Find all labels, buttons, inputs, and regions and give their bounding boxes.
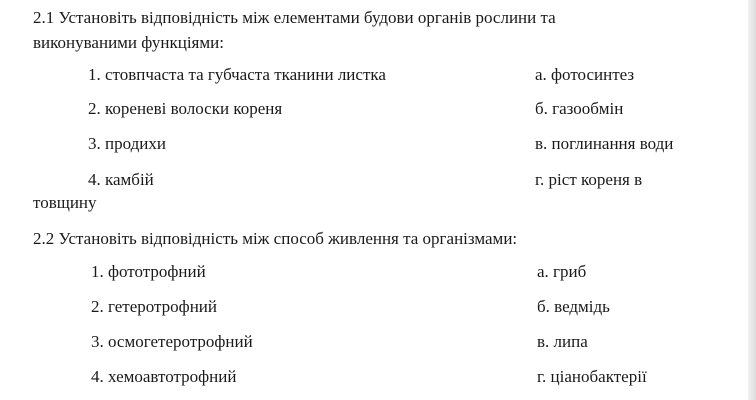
task-2-right-item: б. ведмідь [537, 297, 610, 316]
task-2-right-item: г. ціанобактерії [537, 367, 647, 386]
task-1-left-item: 1. стовпчаста та губчаста тканини листка [88, 65, 386, 84]
task-2-left-item: 4. хемоавтотрофний [91, 367, 237, 386]
task-1-wrap-line: товщину [33, 193, 97, 212]
page-edge-shadow [748, 0, 756, 400]
task-2-right-item: в. липа [537, 332, 588, 351]
task-1-left-item: 3. продихи [88, 134, 166, 153]
task-1-left-item: 4. камбій [88, 170, 154, 189]
task-1-right-item: а. фотосинтез [535, 65, 635, 84]
task-2-title: 2.2 Установіть відповідність між способ живлення та організмами: [33, 229, 518, 248]
task-1-title-line-2: виконуваними функціями: [33, 33, 224, 52]
task-1-title-line-1: 2.1 Установіть відповідність між елементами будови органів рослини та [33, 8, 556, 27]
task-2-left-item: 3. осмогетеротрофний [91, 332, 253, 351]
task-2-left-item: 2. гетеротрофний [91, 297, 217, 316]
task-2-right-item: а. гриб [537, 262, 587, 281]
task-1-left-item: 2. кореневі волоски кореня [88, 99, 283, 118]
task-1-right-item: в. поглинання води [535, 134, 674, 153]
task-1-right-item: г. ріст кореня в [535, 170, 643, 189]
task-1-right-item: б. газообмін [535, 99, 624, 118]
task-2-left-item: 1. фототрофний [91, 262, 206, 281]
